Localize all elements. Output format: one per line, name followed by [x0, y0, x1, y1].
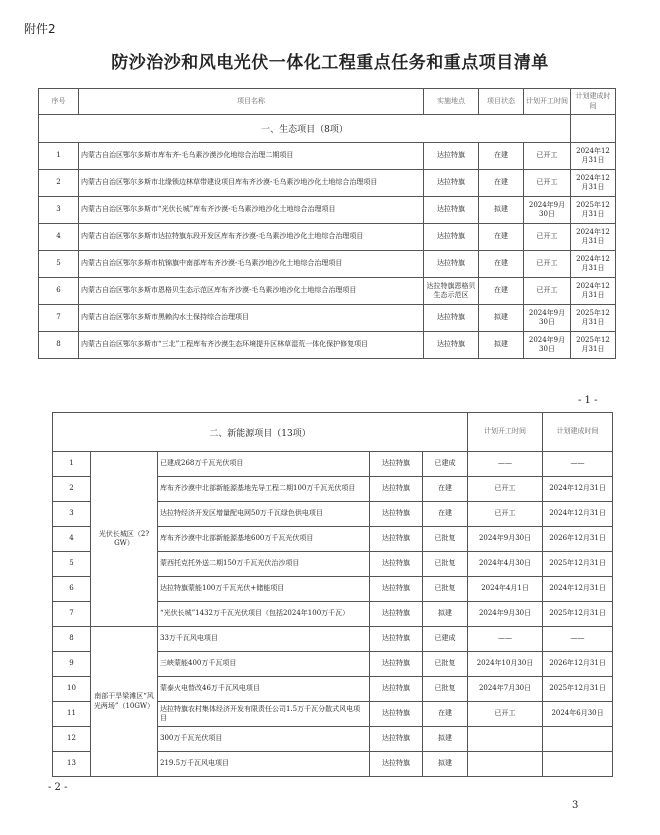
row-start: 已开工 [524, 224, 571, 251]
row-end [543, 727, 613, 752]
row-location: 达拉特旗 [424, 251, 479, 278]
section-new-energy: 二、新能源项目（13项） [53, 413, 468, 452]
header-start: 计划开工时间 [524, 89, 571, 115]
row-status: 已批复 [423, 677, 468, 702]
row-end [543, 752, 613, 777]
row-start: 2024年9月30日 [468, 602, 543, 627]
row-no: 5 [39, 251, 79, 278]
row-no: 4 [39, 224, 79, 251]
row-start: 已开工 [468, 502, 543, 527]
row-start: 已开工 [524, 278, 571, 305]
row-no: 8 [53, 627, 91, 652]
row-start: 2024年9月30日 [524, 305, 571, 332]
row-name: 内蒙古自治区鄂尔多斯市黑赖沟水土保持综合治理项目 [79, 305, 424, 332]
row-end: 2025年12月31日 [543, 552, 613, 577]
row-location: 达拉特旗 [370, 652, 423, 677]
row-start: 2024年7月30日 [468, 677, 543, 702]
row-name: “光伏长城”1432万千瓦光伏项目（包括2024年100万千瓦） [158, 602, 370, 627]
row-start: —— [468, 452, 543, 477]
row-end: 2026年12月31日 [543, 527, 613, 552]
row-location: 达拉特旗 [370, 552, 423, 577]
row-end: 2024年12月31日 [571, 224, 616, 251]
row-status: 在建 [479, 224, 524, 251]
table-row [39, 278, 616, 305]
new-energy-projects-table [52, 412, 613, 777]
row-no: 3 [53, 502, 91, 527]
table-row [39, 305, 616, 332]
row-name: 达拉特经济开发区增量配电网50万千瓦绿色供电项目 [158, 502, 370, 527]
row-start: 已开工 [468, 477, 543, 502]
row-start: 2024年9月30日 [524, 197, 571, 224]
row-location: 达拉特旗 [370, 627, 423, 652]
row-location: 达拉特旗 [370, 477, 423, 502]
row-no: 2 [39, 170, 79, 197]
row-status: 已批复 [423, 577, 468, 602]
row-status: 在建 [423, 702, 468, 727]
row-name: 库布齐沙漠中北部新能源基地先导工程二期100万千瓦光伏项目 [158, 477, 370, 502]
row-status: 在建 [479, 251, 524, 278]
row-start: 已开工 [524, 251, 571, 278]
row-start: 2024年4月1日 [468, 577, 543, 602]
row-location: 达拉特旗恩格贝生态示范区 [424, 278, 479, 305]
row-name: 300万千瓦光伏项目 [158, 727, 370, 752]
row-location: 达拉特旗 [424, 143, 479, 170]
table-row [39, 143, 616, 170]
row-end: —— [543, 452, 613, 477]
ecological-projects-table [38, 88, 616, 359]
row-location: 达拉特旗 [424, 332, 479, 359]
row-no: 10 [53, 677, 91, 702]
table-row [53, 452, 613, 477]
row-end: 2026年12月31日 [543, 652, 613, 677]
row-name: 已建成268万千瓦光伏项目 [158, 452, 370, 477]
row-location: 达拉特旗 [370, 452, 423, 477]
row-start [468, 752, 543, 777]
row-no: 1 [39, 143, 79, 170]
row-no: 8 [39, 332, 79, 359]
header2-end: 计划建成时间 [543, 413, 613, 452]
row-name: 内蒙古自治区鄂尔多斯市库布齐-毛乌素沙漠沙化地综合治理二期项目 [79, 143, 424, 170]
row-end: 2024年12月31日 [571, 170, 616, 197]
blank-cell [571, 115, 616, 143]
row-no: 12 [53, 727, 91, 752]
row-status: 在建 [423, 502, 468, 527]
table-row [39, 170, 616, 197]
row-start: 已开工 [468, 702, 543, 727]
page-number-1: - 1 - [578, 395, 598, 406]
row-status: 在建 [479, 278, 524, 305]
row-no: 13 [53, 752, 91, 777]
row-name: 内蒙古自治区鄂尔多斯市达拉特旗东段开发区库布齐沙漠-毛乌素沙地沙化土地综合治理项目 [79, 224, 424, 251]
row-status: 已批复 [423, 527, 468, 552]
row-no: 6 [39, 278, 79, 305]
page-title: 防沙治沙和风电光伏一体化工程重点任务和重点项目清单 [111, 53, 549, 73]
row-location: 达拉特旗 [370, 527, 423, 552]
row-start: 2024年9月30日 [468, 527, 543, 552]
row-name: 三峡蒙能400万千瓦项目 [158, 652, 370, 677]
row-no: 9 [53, 652, 91, 677]
header-name: 项目名称 [79, 89, 424, 115]
row-start: 2024年9月30日 [524, 332, 571, 359]
row-name: 蒙西托克托外送二期150万千瓦光伏治沙项目 [158, 552, 370, 577]
row-status: 已建成 [423, 627, 468, 652]
row-end: 2025年12月31日 [543, 677, 613, 702]
row-end: 2025年12月31日 [571, 197, 616, 224]
row-location: 达拉特旗 [370, 677, 423, 702]
row-end: 2024年6月30日 [543, 702, 613, 727]
row-name: 219.5万千瓦风电项目 [158, 752, 370, 777]
row-location: 达拉特旗 [370, 602, 423, 627]
row-end: —— [543, 627, 613, 652]
row-no: 1 [53, 452, 91, 477]
row-no: 5 [53, 552, 91, 577]
row-status: 在建 [479, 170, 524, 197]
table-row [39, 332, 616, 359]
row-location: 达拉特旗 [424, 305, 479, 332]
row-end: 2024年12月31日 [543, 477, 613, 502]
row-start [468, 727, 543, 752]
row-name: 内蒙古自治区鄂尔多斯市杭锦旗中南部库布齐沙漠-毛乌素沙地沙化土地综合治理项目 [79, 251, 424, 278]
corner-page-number: 3 [572, 800, 579, 811]
row-location: 达拉特旗 [370, 727, 423, 752]
row-name: 33万千瓦风电项目 [158, 627, 370, 652]
row-status: 已批复 [423, 652, 468, 677]
header-status: 项目状态 [479, 89, 524, 115]
row-end: 2025年12月31日 [543, 602, 613, 627]
row-end: 2024年12月31日 [571, 251, 616, 278]
row-no: 7 [39, 305, 79, 332]
row-location: 达拉特旗 [424, 197, 479, 224]
row-location: 达拉特旗 [370, 577, 423, 602]
row-no: 7 [53, 602, 91, 627]
row-status: 拟建 [479, 332, 524, 359]
table-row [39, 251, 616, 278]
row-no: 2 [53, 477, 91, 502]
row-name: 内蒙古自治区鄂尔多斯市恩格贝生态示范区库布齐沙漠-毛乌素沙地沙化土地综合治理项目 [79, 278, 424, 305]
row-no: 11 [53, 702, 91, 727]
row-status: 拟建 [479, 305, 524, 332]
row-status: 拟建 [423, 752, 468, 777]
row-location: 达拉特旗 [370, 702, 423, 727]
row-name: 达拉特旗蒙能100万千瓦光伏+储能项目 [158, 577, 370, 602]
row-location: 达拉特旗 [424, 170, 479, 197]
header-no: 序号 [39, 89, 79, 115]
row-end: 2025年12月31日 [571, 305, 616, 332]
row-location: 达拉特旗 [370, 502, 423, 527]
attachment-label: 附件2 [24, 22, 56, 36]
row-start: 2024年4月30日 [468, 552, 543, 577]
row-status: 拟建 [423, 602, 468, 627]
row-no: 6 [53, 577, 91, 602]
group-photovoltaic-great-wall: 光伏长城区（2?GW） [91, 452, 158, 627]
row-name: 内蒙古自治区鄂尔多斯市“光伏长城”库布齐沙漠-毛乌素沙地沙化土地综合治理项目 [79, 197, 424, 224]
row-no: 3 [39, 197, 79, 224]
row-end: 2024年12月31日 [543, 502, 613, 527]
row-location: 达拉特旗 [370, 752, 423, 777]
row-end: 2024年12月31日 [571, 278, 616, 305]
row-name: 库布齐沙漠中北部新能源基地600万千瓦光伏项目 [158, 527, 370, 552]
row-status: 已建成 [423, 452, 468, 477]
row-end: 2025年12月31日 [571, 332, 616, 359]
header-location: 实施地点 [424, 89, 479, 115]
group-southern-wind-solar: 南部干旱梁滩区“风光两场”（10GW） [91, 627, 158, 777]
row-name: 内蒙古自治区鄂尔多斯市北缘锁边林草带建设项目库布齐沙漠-毛乌素沙地沙化土地综合治理项目 [79, 170, 424, 197]
row-name: 达拉特旗农村集体经济开发有限责任公司1.5万千瓦分散式风电项目 [158, 702, 370, 727]
row-status: 拟建 [479, 197, 524, 224]
row-no: 4 [53, 527, 91, 552]
row-end: 2024年12月31日 [571, 143, 616, 170]
header-end: 计划建成时间 [571, 89, 616, 115]
row-status: 在建 [479, 143, 524, 170]
table-row [53, 627, 613, 652]
table-row [39, 197, 616, 224]
row-end: 2024年12月31日 [543, 577, 613, 602]
section-ecological: 一、生态项目（8项） [39, 115, 571, 143]
row-location: 达拉特旗 [424, 224, 479, 251]
row-name: 蒙泰火电替改46万千瓦风电项目 [158, 677, 370, 702]
row-status: 在建 [423, 477, 468, 502]
header2-start: 计划开工时间 [468, 413, 543, 452]
row-status: 拟建 [423, 727, 468, 752]
row-name: 内蒙古自治区鄂尔多斯市“三北”工程库布齐沙漠生态环境提升区林草湿荒一体化保护修复项目 [79, 332, 424, 359]
row-start: 已开工 [524, 170, 571, 197]
table-row [39, 224, 616, 251]
row-start: —— [468, 627, 543, 652]
row-start: 已开工 [524, 143, 571, 170]
row-start: 2024年10月30日 [468, 652, 543, 677]
row-status: 已批复 [423, 552, 468, 577]
page-number-2: - 2 - [48, 782, 68, 793]
